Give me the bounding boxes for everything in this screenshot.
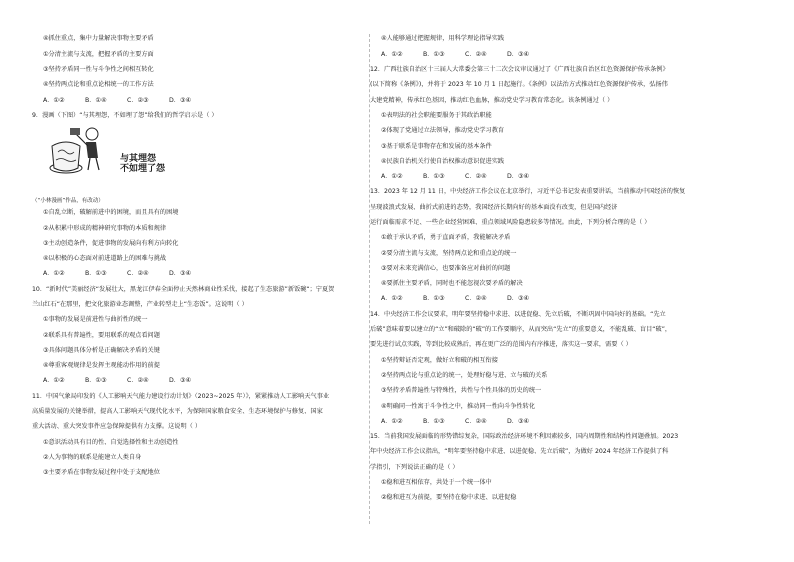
answer-choices	[32, 93, 368, 108]
choice-d[interactable]: D．③④	[169, 96, 192, 104]
option-line: ①敢于承认矛盾，勇于直面矛盾，我能解决矛盾	[381, 234, 511, 242]
question-10: 10．“新时代”美丽经济“发展壮大，黑龙江伊春全面停止天然林商业性采伐，接起了生态旅游”新饭碗“；宁夏贺	[32, 285, 335, 293]
choice-d[interactable]: D．③④	[507, 173, 530, 181]
option-line: ①意识活动具有目的性、自觉选择性和主动创造性	[43, 438, 179, 446]
choice-c[interactable]: C．②④	[465, 417, 487, 425]
question-12-cont: (以下简称《条例》)，并将于 2023 年 10 月 1 日起施行。《条例》以法治方式推动红色资源保护传承，弘扬伟	[370, 81, 668, 89]
choice-d[interactable]: D．③④	[507, 417, 530, 425]
choice-c[interactable]: C．②④	[465, 295, 487, 303]
choice-a[interactable]: A．①②	[381, 173, 403, 181]
option-line: ④尊重客观规律是发挥主观能动作用的前提	[43, 362, 160, 370]
question-15: 15．当前我国发展面临的形势错综复杂，国际政治经济环境不利因素较多，国内周期性和结构性问题叠加。2023	[370, 433, 679, 441]
option-line: ①事物的发展是前进性与曲折性的统一	[43, 316, 148, 324]
option-line: ①分清主流与支流，把握矛盾的主要方面	[43, 50, 154, 58]
choice-d[interactable]: D．③④	[169, 377, 192, 385]
answer-choices	[370, 414, 758, 429]
option-line: ④以积极的心态面对前进道路上的困难与挑战	[43, 255, 167, 263]
comic-caption-1: 与其埋怨	[120, 153, 157, 164]
option-line: ②坚持两点论与重点论的统一，处理好稳与进、立与破的关系	[381, 371, 548, 379]
choice-c[interactable]: C．②④	[465, 50, 487, 58]
choice-a[interactable]: A．①②	[43, 270, 65, 278]
option-line: ③坚持矛盾普遍性与特殊性，共性与个性具体的历史的统一	[381, 387, 542, 395]
option-line: ③具体问题具体分析是正确解决矛盾的关键	[43, 346, 160, 354]
answer-choices	[370, 47, 758, 62]
choice-d[interactable]: D．③④	[507, 295, 530, 303]
option-line: ④民族自治机关行使自治权推动意识促进实践	[381, 157, 505, 165]
choice-d[interactable]: D．③④	[507, 50, 530, 58]
choice-a[interactable]: A．①②	[381, 295, 403, 303]
option-line: ②稳和进互为前提，要坚持在稳中求进、以进促稳	[381, 494, 517, 502]
left-column	[32, 32, 368, 481]
question-12: 12．广西壮族自治区十三届人大常委会第三十二次会议审议通过了《广西壮族自治区红色资源保护传承条例》	[370, 66, 669, 74]
option-line: ③主要矛盾在事物发展过程中处于支配地位	[43, 469, 160, 477]
choice-b[interactable]: B．①③	[423, 50, 445, 58]
choice-b[interactable]: B．①④	[85, 96, 107, 104]
question-15-cont: 年中央经济工作会议指出，“明年要坚持稳中求进、以进促稳、先立后破”，为做好 2024 年经济工作提供了科	[370, 448, 669, 456]
question-12-cont: 大建党精神，传承红色基因，推动红色血脉，推动党史学习教育常态化。该条例通过（ ）	[370, 96, 614, 104]
option-line: ④人能够通过把握规律，用科学理论指导实践	[381, 35, 505, 43]
choice-a[interactable]: A．①②	[381, 417, 403, 425]
comic-source: （“小林漫画”作品，有改动）	[32, 197, 104, 204]
choice-b[interactable]: B．①③	[423, 417, 445, 425]
question-14: 14．中央经济工作会议要求，明年要坚持稳中求进、以进促稳、先立后破，不断巩固中国向好的基础。“先立	[370, 310, 666, 318]
question-13-cont: 运行面临需求不足、一些企业经营困难、重点领域风险隐患较多等情况。由此，下列分析合理的是（ ）	[370, 219, 651, 226]
right-column	[370, 32, 758, 506]
option-line: ②联系具有普遍性，要用联系的观点看问题	[43, 331, 160, 339]
choice-a[interactable]: A．①②	[381, 50, 403, 58]
option-line: ②从积累中形成的精神研究事物的本质和规律	[43, 224, 167, 232]
choice-b[interactable]: B．①③	[85, 270, 107, 278]
answer-choices	[32, 267, 368, 282]
choice-b[interactable]: B．①③	[85, 377, 107, 385]
choice-b[interactable]: B．①③	[423, 173, 445, 181]
answer-choices	[32, 374, 368, 389]
option-line: ④坚持两点论和重点论相统一的工作方法	[43, 81, 154, 89]
question-11-cont: 高质量发展的关键举措，提高人工影响天气现代化水平，为保障国家粮食安全、生态环境保护与修复、国家	[32, 408, 323, 416]
choice-b[interactable]: B．①③	[423, 295, 445, 303]
option-line: ③主动创造条件，促进事物的发展向有利方向转化	[43, 239, 179, 247]
option-line: ①自乱立断，破解前进中的困境，而且具有的困境	[43, 209, 179, 217]
choice-a[interactable]: A．①②	[43, 96, 65, 104]
comic-drawing	[46, 124, 112, 188]
choice-a[interactable]: A．①②	[43, 377, 65, 385]
question-13: 13．2023 年 12 月 11 日，中央经济工作会议在北京举行，习近平总书记发表重要讲话，当前推动中国经济的恢复	[370, 188, 686, 196]
option-line: ③基于联系是事物存在和发展的基本条件	[381, 142, 492, 150]
option-line: ③要对未来充满信心，也要准备应对曲折的问题	[381, 264, 511, 272]
option-line: ①稳和进互相依存，共处于一个统一体中	[381, 479, 492, 487]
choice-c[interactable]: C．②④	[465, 173, 487, 181]
question-11: 11．中国气象局印发的《人工影响天气能力建设行动计划》（2023~2025 年）》，紧紧推动人工影响天气事业	[32, 392, 330, 400]
question-11-cont: 重大活动、重大突发事件应急保障提供有力支撑。这说明（ ）	[32, 423, 202, 431]
question-13-cont: 呈现波浪式发展、曲折式前进的态势，我国经济长期向好的基本面没有改变，但是国内经济	[370, 203, 618, 211]
question-14-cont: 后破”意味着要以建立的“立”和破除的“破”的工作要顺序，从而突出“先立”的重要意义，不能乱破、盲目“破”，	[370, 326, 672, 334]
option-line: ③坚持矛盾同一性与斗争性之间相互转化	[43, 66, 154, 74]
option-line: ④要抓住主要矛盾，同时也不能忽视次要矛盾的解决	[381, 280, 523, 288]
option-line: ④明确同一性寓于斗争性之中，推动同一性向斗争性转化	[381, 402, 536, 410]
choice-d[interactable]: D．③④	[169, 270, 192, 278]
option-line: ②体现了党通过立法领导，推动党史学习教育	[381, 127, 505, 135]
question-15-cont: 学指引，下列说法正确的是（ ）	[370, 463, 459, 471]
choice-c[interactable]: C．②④	[127, 377, 149, 385]
option-line: ④抓住重点，集中力量解决事物主要矛盾	[43, 35, 154, 43]
option-line: ①表明法的社会职能要服务于其政治职能	[381, 111, 492, 119]
question-14-cont: 要先进行试点实践，等到比较成熟后，再在更广泛的范围内有序推进，落实这一要求，需要（ ）	[370, 341, 632, 349]
question-9: 9．漫画（下图）“与其埋怨，不如埋了怨”给我们的哲学启示是（ ）	[32, 111, 218, 119]
question-10-cont: 兰山红石“在那里，把文化旅游业态调整，产业转型走上“生态饭”。这说明（ ）	[32, 301, 248, 308]
comic-caption-2: 不如埋了怨	[120, 163, 166, 174]
choice-c[interactable]: C．②④	[127, 270, 149, 278]
option-line: ②要分清主流与支流，坚持两点论和重点论的统一	[381, 249, 517, 257]
answer-choices	[370, 170, 758, 185]
option-line: ②人为事物的联系是能建立人类自身	[43, 453, 142, 461]
choice-c[interactable]: C．②③	[127, 96, 149, 104]
answer-choices	[370, 292, 758, 307]
option-line: ①坚持辩证否定观，做好立和破的相互衔接	[381, 356, 498, 364]
